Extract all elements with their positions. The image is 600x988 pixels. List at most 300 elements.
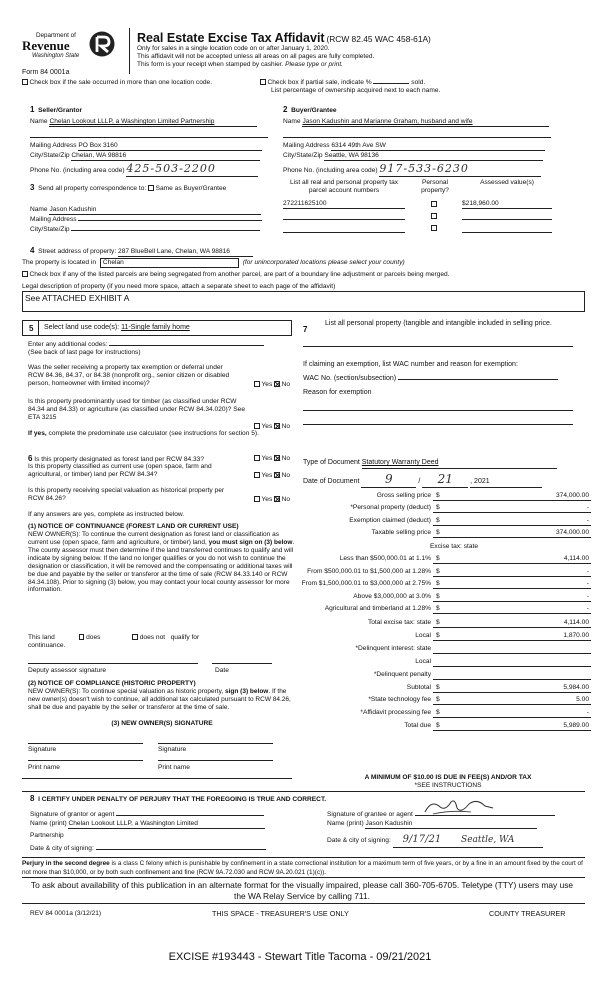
grantor-name-label: Name (print) — [30, 820, 67, 827]
buyer-phone-label: Phone No. (including area code) — [283, 167, 378, 174]
dollar-sign: $ — [436, 492, 440, 499]
same-as-buyer-label: Same as Buyer/Grantee — [155, 185, 227, 192]
tax-total-label: *State technology fee — [368, 696, 431, 704]
tax-row-amount: - — [586, 580, 589, 587]
compliance-text — [28, 688, 296, 712]
tax-total-label: *Affidavit processing fee — [360, 709, 431, 717]
timber-yes-label: Yes — [261, 423, 273, 430]
corr-name-label: Name — [30, 206, 48, 213]
tax-total-amount-field[interactable] — [433, 696, 591, 705]
certify-row — [30, 794, 326, 804]
personal-col-header: Personal property? — [421, 179, 449, 195]
tax-row-label: Exemption claimed (deduct) — [349, 516, 431, 524]
county-treasurer-label: COUNTY TREASURER — [489, 909, 566, 918]
seller-name-value: Chelan Lookout LLLP, a Washington Limited Partnership — [49, 118, 215, 125]
continuance-title: (1) NOTICE OF CONTINUANCE (FOREST LAND OR CURRENT USE) — [28, 523, 239, 530]
tax-total-amount: 5,989.00 — [563, 722, 589, 730]
historic-question: Is this property receiving special valuation as historical property per RCW 84.26? — [28, 487, 225, 503]
tax-total-label: Local — [415, 657, 431, 665]
seller-city-row — [30, 152, 260, 161]
land-use-select[interactable]: 11-Single family home — [121, 324, 190, 331]
compliance-title: (2) NOTICE OF COMPLIANCE (HISTORIC PROPERTY) — [28, 680, 196, 687]
grantee-name-row — [327, 820, 537, 829]
revision-label: REV 84 0001a (3/12/21) — [30, 910, 102, 917]
tax-row — [303, 580, 593, 590]
dollar-sign: $ — [436, 619, 440, 626]
grantee-name-label: Name (print) — [327, 820, 364, 827]
continuance-text-b: . The county assessor must then determine if the land transferred continues to qualify and will indicate by signing below. If the land no longer qualifies or you do not wish to continue the designation or classification, it will be removed and the compensating or additional taxes will be due and payable by the seller or transferor at the time of sale (RCW 84.33.140 or RCW 84.34.108). Prior to signing (3) below, you may contact your local county assessor for more information. — [28, 538, 295, 594]
tax-total-row — [303, 619, 593, 629]
seller-phone-label: Phone No. (including area code) — [30, 167, 125, 174]
timber-yes-checkbox[interactable] — [254, 423, 260, 429]
exemption-claim-label: If claiming an exemption, list WAC number and reason for exemption: — [303, 361, 518, 368]
tax-row-amount: - — [586, 567, 589, 575]
same-as-buyer-checkbox[interactable] — [148, 185, 154, 191]
tax-total-row — [303, 658, 593, 668]
grantee-date-row — [327, 834, 543, 848]
segregated-checkbox[interactable] — [22, 271, 28, 277]
grantor-date-row — [30, 845, 266, 853]
tax-total-amount-field[interactable] — [433, 658, 591, 667]
exemption-no-label: No — [281, 381, 291, 388]
parcel-row-1 — [283, 200, 405, 209]
form-number: Form 84 0001a — [22, 69, 70, 76]
legal-description-field[interactable] — [22, 291, 585, 312]
tax-total-row — [303, 722, 593, 732]
tax-total-amount: 5.00 — [576, 696, 589, 704]
forest-yes-label: Yes — [261, 455, 273, 462]
dollar-sign: $ — [436, 709, 440, 717]
segregated-row[interactable] — [22, 271, 450, 279]
buyer-mail-value: 6314 49th Ave SW — [331, 142, 386, 149]
wac-row — [303, 375, 558, 384]
grantor-signature-field[interactable] — [116, 808, 264, 816]
tax-total-row — [303, 696, 593, 706]
grantor-name-row — [30, 820, 265, 829]
land-use-row — [44, 324, 190, 333]
land-use-label: Select land use code(s): — [44, 324, 120, 331]
current-use-yes-no — [254, 472, 290, 480]
doc-month-field[interactable] — [361, 472, 416, 488]
correspondence-row — [30, 183, 226, 193]
dollar-sign: $ — [436, 555, 440, 562]
tax-row — [303, 517, 593, 527]
tax-row — [303, 605, 593, 615]
tax-total-row — [303, 709, 593, 719]
treasurer-space-label: THIS SPACE - TREASURER'S USE ONLY — [212, 909, 349, 918]
grantee-date-label: Date & city of signing: — [327, 837, 391, 844]
tax-total-amount-field[interactable] — [433, 632, 591, 641]
tax-total-row — [303, 671, 593, 681]
tax-row-label: Above $3,000,000 at 3.0% — [353, 592, 431, 600]
buyer-phone-field[interactable] — [379, 162, 541, 177]
tax-row-label: Less than $500,000.01 at 1.1% — [339, 555, 431, 562]
additional-codes-row — [28, 341, 264, 349]
grantor-date-label: Date & city of signing: — [30, 845, 94, 852]
grantee-date-value: 9/17/21 — [402, 834, 442, 845]
current-use-yes-label: Yes — [261, 472, 273, 479]
deputy-date-label: Date — [215, 667, 229, 674]
tax-total-amount-field[interactable] — [433, 619, 591, 628]
certify-heading: I CERTIFY UNDER PENALTY OF PERJURY THAT THE FOREGOING IS TRUE AND CORRECT. — [38, 796, 327, 803]
tax-total-label: Total excise tax: state — [367, 619, 431, 626]
forest-yes-no — [254, 455, 290, 463]
doc-type-value: Statutory Warranty Deed — [361, 459, 439, 466]
seller-phone-field[interactable] — [126, 162, 258, 177]
seller-mail-field[interactable] — [78, 142, 262, 151]
buyer-name-value: Jason Kadushin and Marianne Graham, husband and wife — [302, 118, 473, 125]
tax-total-label: *Delinquent penalty — [373, 670, 431, 678]
exemption-question: Was the seller receiving a property tax exemption or deferral under RCW 84.36, 84.37, or 84.38 (nonprofit org., senior citizen or disabled person, homeowner with limited income)? — [28, 364, 230, 388]
tax-total-label: Total due — [404, 722, 431, 730]
current-use-yes-checkbox[interactable] — [254, 472, 260, 478]
does-not-label: does not — [139, 634, 166, 641]
buyer-mail-row — [283, 142, 545, 151]
current-use-no-label: No — [281, 472, 291, 479]
tax-row — [303, 504, 593, 514]
tax-row-amount-field[interactable] — [433, 593, 591, 602]
tax-row-amount: - — [586, 605, 589, 612]
tax-total-row — [303, 684, 593, 694]
grantee-date-field[interactable] — [393, 834, 543, 848]
grantee-sig-label: Signature of grantee or agent — [327, 811, 413, 818]
section6-num: 6 — [28, 454, 33, 463]
corr-mail-label: Mailing Address — [30, 216, 77, 223]
assessed-value-1[interactable] — [462, 200, 552, 209]
dollar-sign: $ — [436, 722, 440, 730]
does-not-checkbox[interactable] — [132, 634, 138, 640]
form-subtitle-3-italic: Please type or print. — [285, 61, 343, 68]
located-select[interactable] — [100, 258, 239, 268]
doc-date-label: Date of Document — [303, 478, 360, 485]
grantor-date-field[interactable] — [96, 849, 266, 850]
personal-checkbox-3[interactable] — [431, 225, 437, 231]
tax-total-amount: - — [586, 709, 589, 717]
street-address-label: Street address of property: — [38, 248, 117, 255]
grantor-sig-row — [30, 808, 264, 819]
seller-city-value: Chelan, WA 98816 — [71, 152, 127, 159]
dollar-sign: $ — [436, 592, 440, 600]
assessed-row-1 — [462, 200, 552, 209]
continuance-text-a: NEW OWNER(S): To continue the current designation as forest land or classification as current use (open space, farm and agriculture, or timber) land, — [28, 531, 279, 546]
qualify-row — [28, 634, 199, 642]
owner-print-1-label: Print name — [28, 764, 60, 771]
grantee-city-value: Seattle, WA — [461, 835, 515, 845]
form-title-ref: (RCW 82.45 WAC 458-61A) — [326, 34, 431, 44]
perjury-bold: Perjury in the second degree — [22, 860, 110, 867]
dollar-sign: $ — [436, 605, 440, 612]
continuance-text-bold: you must sign on (3) below — [208, 538, 293, 546]
see-back-note: (See back of last page for instructions) — [28, 349, 141, 356]
tax-row — [303, 593, 593, 603]
tax-row-amount-field[interactable] — [433, 580, 591, 589]
timber-question: Is this property predominantly used for timber (as classified under RCW 84.34 and 84.33) or agriculture (as classified under RCW 84.34.020)? See ETA 3215 — [28, 398, 245, 422]
logo-dept-text: Department of — [36, 32, 76, 39]
grantor-name-field[interactable] — [68, 820, 265, 829]
dollar-sign: $ — [436, 504, 440, 512]
form-title: Real Estate Excise Tax Affidavit — [137, 31, 325, 45]
corr-mail-field[interactable] — [78, 220, 262, 221]
grantee-name-value: Jason Kadushin — [365, 820, 413, 827]
if-any-yes-note: If any answers are yes, complete as instructed below. — [28, 511, 185, 518]
forest-no-checkbox[interactable] — [274, 455, 280, 461]
multi-location-checkbox[interactable] — [22, 79, 28, 85]
timber-no-label: No — [281, 423, 291, 430]
perjury-notice — [22, 860, 585, 877]
doc-type-field[interactable] — [362, 459, 557, 469]
seller-num: 1 — [30, 105, 35, 114]
compliance-text-bold: sign (3) below — [225, 688, 269, 695]
partial-sale-check[interactable] — [260, 79, 425, 87]
tax-row-label: Gross selling price — [376, 492, 431, 499]
street-address-field[interactable] — [118, 248, 253, 257]
exemption-yes-no — [254, 381, 290, 389]
parcel-number-1-value: 272211625100 — [283, 200, 327, 207]
corr-name-row — [30, 206, 261, 215]
historic-yes-checkbox[interactable] — [254, 496, 260, 502]
buyer-city-row — [283, 152, 543, 161]
corr-city-field[interactable] — [71, 230, 260, 231]
assessed-value-1-text: $218,960.00 — [462, 200, 499, 207]
current-use-question: Is this property classified as current use (open space, farm and agricultural, or timber) land per RCW 84.34? — [28, 463, 212, 479]
excise-stamp: EXCISE #193443 - Stewart Title Tacoma - 09/21/2021 — [168, 951, 432, 963]
wac-field[interactable] — [398, 379, 558, 380]
tax-total-row — [303, 632, 593, 642]
grantor-name-value: Chelan Lookout LLLP, a Washington Limited — [68, 820, 198, 827]
timber-if-yes — [28, 430, 273, 438]
tax-row-amount: 374,000.00 — [555, 492, 589, 499]
doc-day-value: 21 — [437, 472, 453, 486]
owner-signature-1-label: Signature — [28, 746, 57, 753]
tax-row — [303, 492, 593, 502]
personal-checkbox-1[interactable] — [431, 201, 437, 207]
tax-row-amount: - — [586, 504, 589, 512]
doc-date-row: Date of Document 9 / 21 , 2021 — [303, 472, 542, 488]
grantee-signature-icon — [421, 796, 496, 818]
dollar-sign: $ — [436, 567, 440, 575]
buyer-heading-text: Buyer/Grantee — [291, 107, 337, 114]
does-label: does — [86, 634, 101, 641]
tax-total-amount-field[interactable] — [433, 709, 591, 718]
seller-name-field[interactable] — [49, 118, 257, 127]
tax-row-amount: - — [586, 516, 589, 524]
section7-num: 7 — [303, 325, 308, 334]
logo-revenue-text: Revenue — [22, 38, 70, 53]
doc-day-field[interactable] — [422, 472, 468, 488]
grantee-signature-field[interactable] — [415, 808, 555, 816]
timber-no-checkbox[interactable] — [274, 423, 280, 429]
tax-row — [303, 568, 593, 578]
form-subtitle-3 — [137, 61, 343, 69]
grantee-name-field[interactable] — [365, 820, 537, 829]
tax-total-amount: 1,870.00 — [563, 631, 589, 639]
minimum-fee-note: A MINIMUM OF $10.00 IS DUE IN FEE(S) AND/OR TAX — [364, 774, 532, 781]
tax-total-row — [303, 645, 593, 655]
partial-sale-label: Check box if partial sale, indicate % — [267, 79, 372, 86]
section5-num: 5 — [29, 324, 34, 333]
seller-mail-label: Mailing Address — [30, 142, 77, 149]
tax-row-label: *Personal property (deduct) — [350, 504, 431, 512]
timber-if-yes-text: complete the predominate use calculator (see instructions for section 5). — [48, 430, 259, 437]
historic-yes-label: Yes — [261, 496, 273, 503]
tax-row — [303, 555, 593, 565]
dollar-sign: $ — [436, 683, 440, 691]
correspondence-label: Send all property correspondence to: — [38, 185, 147, 192]
street-address-value: 287 BlueBell Lane, Chelan, WA 98816 — [118, 248, 230, 255]
assessed-col-header: Assessed value(s) — [480, 179, 534, 186]
doc-year-value: , 2021 — [470, 478, 490, 485]
dor-logo — [22, 26, 122, 66]
reason-label: Reason for exemption — [303, 389, 372, 396]
alternate-format-notice: To ask about availability of this publication in an alternate format for the visually impaired, please call 360-705-6705. Teletype (TTY) users may use the WA Relay Service by calling 711. — [30, 880, 574, 901]
does-checkbox[interactable] — [79, 634, 85, 640]
form-subtitle-3-text: This form is your receipt when stamped by cashier. — [137, 61, 284, 68]
partial-sale-tail: sold. — [411, 79, 426, 86]
parcel-number-1[interactable] — [283, 200, 405, 209]
personal-checkbox-2[interactable] — [431, 213, 437, 219]
doc-year-field[interactable] — [470, 478, 542, 488]
seller-heading — [30, 105, 82, 115]
new-owner-signature-title: (3) NEW OWNER(S) SIGNATURE — [111, 720, 213, 727]
doc-month-value: 9 — [385, 472, 393, 486]
owner-print-2-label: Print name — [158, 764, 190, 771]
additional-codes-field[interactable] — [109, 345, 264, 346]
see-instructions-note: *SEE INSTRUCTIONS — [414, 782, 482, 789]
street-address-row — [30, 246, 253, 257]
tax-row-amount: 4,114.00 — [563, 555, 589, 562]
dollar-sign: $ — [436, 696, 440, 704]
buyer-name-label: Name — [283, 118, 301, 125]
grantor-name-cont: Partnership — [30, 832, 64, 839]
buyer-city-value: Seattle, WA 98136 — [324, 152, 379, 159]
parcel-col-header: List all real and personal property tax parcel account numbers — [289, 179, 399, 195]
tax-total-amount: 5,984.00 — [563, 683, 589, 691]
section4-num: 4 — [30, 246, 35, 255]
logo-state-text: Washington State — [32, 53, 80, 59]
multi-location-label: Check box if the sale occurred in more than one location code. — [29, 79, 213, 86]
grantee-sig-row — [327, 808, 555, 819]
located-note: (for unincorporated locations please select your county) — [242, 259, 405, 266]
tax-total-amount-field[interactable] — [433, 645, 591, 654]
qualify-label: qualify for — [170, 634, 200, 641]
buyer-mail-label: Mailing Address — [283, 142, 330, 149]
section8-num: 8 — [30, 794, 35, 803]
seller-name-row — [30, 118, 257, 127]
perjury-text: is a class C felony which is punishable by confinement in a state correctional institution for a maximum term of five years, or by a fine in an amount fixed by the court of not more than $10,000, or by both such confinement and fine (RCW 9A.72.030 and RCW 9A.20.021 (1)(c)). — [22, 860, 583, 876]
tax-total-label: Subtotal — [406, 683, 431, 691]
tax-total-label: *Delinquent interest: state — [355, 644, 431, 652]
dollar-sign: $ — [436, 528, 440, 536]
seller-name-label: Name — [30, 118, 48, 125]
located-value: Chelan — [102, 259, 124, 266]
tax-total-amount-field[interactable] — [433, 671, 591, 680]
legal-label: Legal description of property (if you need more space, attach a separate sheet to each page of the affidavit) — [22, 283, 336, 290]
buyer-num: 2 — [283, 105, 288, 114]
corr-mail-row — [30, 216, 262, 224]
deputy-signature-label: Deputy assessor signature — [28, 667, 107, 674]
partial-percent-field[interactable] — [373, 83, 409, 84]
tax-row-label: From $1,500,000.01 to $3,000,000 at 2.75% — [301, 580, 431, 587]
timber-if-yes-bold: If yes, — [28, 430, 47, 437]
buyer-mail-field[interactable] — [331, 142, 545, 151]
exemption-no-checkbox[interactable] — [274, 381, 280, 387]
seller-mail-row — [30, 142, 262, 151]
current-use-no-checkbox[interactable] — [274, 472, 280, 478]
exemption-yes-checkbox[interactable] — [254, 381, 260, 387]
additional-codes-label: Enter any additional codes: — [28, 341, 108, 348]
doc-type-label: Type of Document — [303, 459, 360, 466]
dollar-sign: $ — [436, 631, 440, 639]
compliance-text-a: NEW OWNER(S): To continue special valuation as historic property, — [28, 688, 224, 695]
dor-emblem-icon — [88, 30, 116, 58]
tax-row-label: From $500,000.01 to $1,500,000 at 1.28% — [307, 567, 431, 575]
exemption-yes-label: Yes — [261, 381, 273, 388]
dollar-sign: $ — [436, 580, 440, 587]
continuance-text — [28, 531, 296, 594]
tax-total-amount-field[interactable] — [433, 722, 591, 731]
buyer-name-field[interactable] — [302, 118, 549, 127]
tax-row-amount: 374,000.00 — [555, 528, 589, 536]
tax-row-amount-field[interactable] — [433, 555, 591, 564]
seller-phone-value: 425-503-2200 — [126, 162, 216, 175]
buyer-city-field[interactable] — [324, 152, 543, 161]
historic-no-checkbox[interactable] — [274, 496, 280, 502]
buyer-heading — [283, 105, 337, 115]
buyer-phone-value: 917-533-6230 — [379, 162, 469, 175]
tax-row-amount-field[interactable] — [433, 504, 591, 513]
legal-description-value: See ATTACHED EXHIBIT A — [25, 293, 130, 303]
located-label: The property is located in — [22, 259, 97, 266]
corr-name-field[interactable] — [49, 206, 261, 215]
tax-row-amount-field[interactable] — [433, 529, 591, 538]
owner-signature-2-label: Signature — [158, 746, 187, 753]
corr-city-label: City/State/Zip — [30, 226, 70, 233]
grantor-sig-label: Signature of grantor or agent — [30, 811, 115, 818]
historic-no-label: No — [281, 496, 291, 503]
tax-row-label: Agricultural and timberland at 1.28% — [324, 605, 431, 612]
tax-row-amount-field[interactable] — [433, 492, 591, 501]
form-subtitle-1: Only for sales in a single location code on or after January 1, 2020. — [137, 45, 330, 52]
tax-total-label: Local — [415, 631, 431, 639]
seller-phone-row — [30, 162, 258, 177]
tax-row-amount-field[interactable] — [433, 517, 591, 526]
partial-sale-checkbox[interactable] — [260, 79, 266, 85]
doc-type-row — [303, 459, 557, 469]
buyer-name-row — [283, 118, 549, 127]
excise-state-heading: Excise tax: state — [430, 543, 479, 550]
historic-yes-no — [254, 496, 290, 504]
seller-mail-value: PO Box 3160 — [78, 142, 118, 149]
dollar-sign: $ — [436, 516, 440, 524]
tax-row-amount-field[interactable] — [433, 605, 591, 614]
wac-label: WAC No. (section/subsection) — [303, 375, 397, 382]
multi-location-check[interactable] — [22, 79, 212, 87]
continuance-label: continuance. — [28, 642, 66, 649]
tax-total-amount-field[interactable] — [433, 684, 591, 693]
seller-city-field[interactable] — [71, 152, 260, 161]
tax-total-amount: 4,114.00 — [563, 619, 589, 626]
tax-row-amount-field[interactable] — [433, 568, 591, 577]
forest-no-label: No — [281, 455, 291, 462]
tax-row-label: Taxable selling price — [371, 528, 431, 536]
forest-yes-checkbox[interactable] — [254, 455, 260, 461]
compliance-text-b: . If the new owner(s) doesn't wish to continue, all additional tax calculated pursuant to RCW 84.26, shall be due and payable by the seller or transferor at the time of sale. — [28, 688, 291, 711]
seller-heading-text: Seller/Grantor — [38, 107, 83, 114]
forest-question-text: Is this property designated as forest land per RCW 84.33? — [34, 456, 204, 463]
personal-checkbox-1-wrap — [431, 201, 439, 209]
form-subtitle-2: This affidavit will not be accepted unless all areas on all pages are fully completed. — [137, 53, 375, 60]
buyer-phone-row — [283, 162, 541, 177]
